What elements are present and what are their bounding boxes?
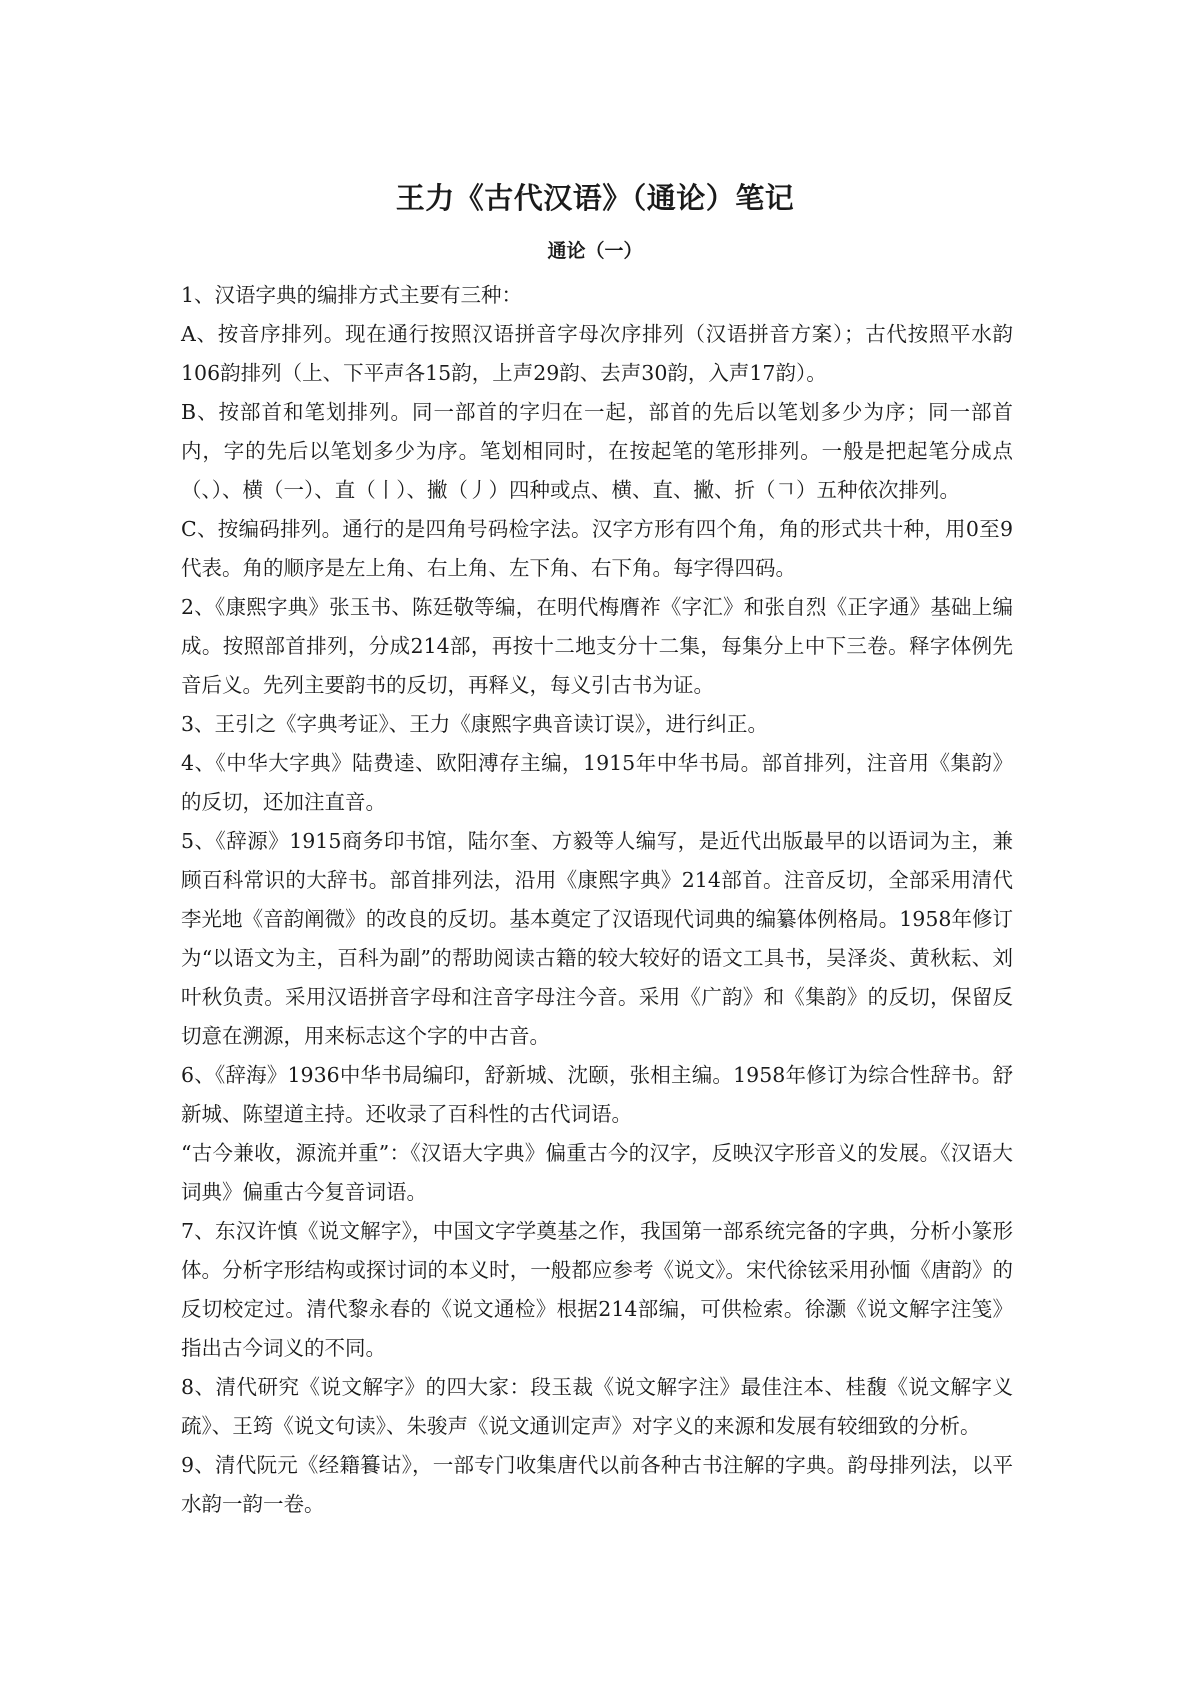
document-title: 王力《古代汉语》（通论）笔记 xyxy=(395,181,795,215)
paragraph: B、按部首和笔划排列。同一部首的字归在一起，部首的先后以笔划多少为序；同一部首内，字的先后以笔划多少为序。笔划相同时，在按起笔的笔形排列。一般是把起笔分成点（、）、横（一）、直（丨）、撇（丿）四种或点、横、直、撇、折（𠃍）五种依次排列。 xyxy=(181,400,1013,502)
paragraph: 7、东汉许慎《说文解字》，中国文字学奠基之作，我国第一部系统完备的字典，分析小篆形体。分析字形结构或探讨词的本义时，一般都应参考《说文》。宋代徐铉采用孙愐《唐韵》的反切校定过。清代黎永春的《说文通检》根据214部编，可供检索。徐灏《说文解字注笺》指出古今词义的不同。 xyxy=(181,1219,1013,1360)
paragraph: 2、《康熙字典》张玉书、陈廷敬等编，在明代梅膺祚《字汇》和张自烈《正字通》基础上编成。按照部首排列，分成214部，再按十二地支分十二集，每集分上中下三卷。释字体例先音后义。先列主要韵书的反切，再释义，每义引古书为证。 xyxy=(181,595,1013,697)
paragraph: 3、王引之《字典考证》、王力《康熙字典音读订误》，进行纠正。 xyxy=(181,712,769,736)
paragraph: 4、《中华大字典》陆费逵、欧阳溥存主编，1915年中华书局。部首排列，注音用《集韵》的反切，还加注直音。 xyxy=(181,751,1013,814)
paragraph: A、按音序排列。现在通行按照汉语拼音字母次序排列（汉语拼音方案）；古代按照平水韵106韵排列（上、下平声各15韵，上声29韵、去声30韵，入声17韵）。 xyxy=(181,322,1013,385)
paragraph: C、按编码排列。通行的是四角号码检字法。汉字方形有四个角，角的形式共十种，用0至9代表。角的顺序是左上角、右上角、左下角、右下角。每字得四码。 xyxy=(181,517,1013,580)
paragraph: 6、《辞海》1936中华书局编印，舒新城、沈颐，张相主编。1958年修订为综合性辞书。舒新城、陈望道主持。还收录了百科性的古代词语。 xyxy=(181,1063,1013,1126)
paragraph: 1、汉语字典的编排方式主要有三种： xyxy=(181,283,523,307)
paragraph: 8、清代研究《说文解字》的四大家：段玉裁《说文解字注》最佳注本、桂馥《说文解字义疏》、王筠《说文句读》、朱骏声《说文通训定声》对字义的来源和发展有较细致的分析。 xyxy=(181,1375,1013,1438)
document-body xyxy=(181,276,1013,1524)
paragraph: 9、清代阮元《经籍籑诂》，一部专门收集唐代以前各种古书注解的字典。韵母排列法，以平水韵一韵一卷。 xyxy=(181,1453,1013,1516)
paragraph: 5、《辞源》1915商务印书馆，陆尔奎、方毅等人编写，是近代出版最早的以语词为主，兼顾百科常识的大辞书。部首排列法，沿用《康熙字典》214部首。注音反切，全部采用清代李光地《音韵阐微》的改良的反切。基本奠定了汉语现代词典的编纂体例格局。1958年修订为“以语文为主，百科为副”的帮助阅读古籍的较大较好的语文工具书，吴泽炎、黄秋耘、刘叶秋负责。采用汉语拼音字母和注音字母注今音。采用《广韵》和《集韵》的反切，保留反切意在溯源，用来标志这个字的中古音。 xyxy=(181,829,1013,1048)
section-title: 通论（一） xyxy=(547,240,643,262)
paragraph: “古今兼收，源流并重”：《汉语大字典》偏重古今的汉字，反映汉字形音义的发展。《汉语大词典》偏重古今复音词语。 xyxy=(181,1141,1013,1204)
